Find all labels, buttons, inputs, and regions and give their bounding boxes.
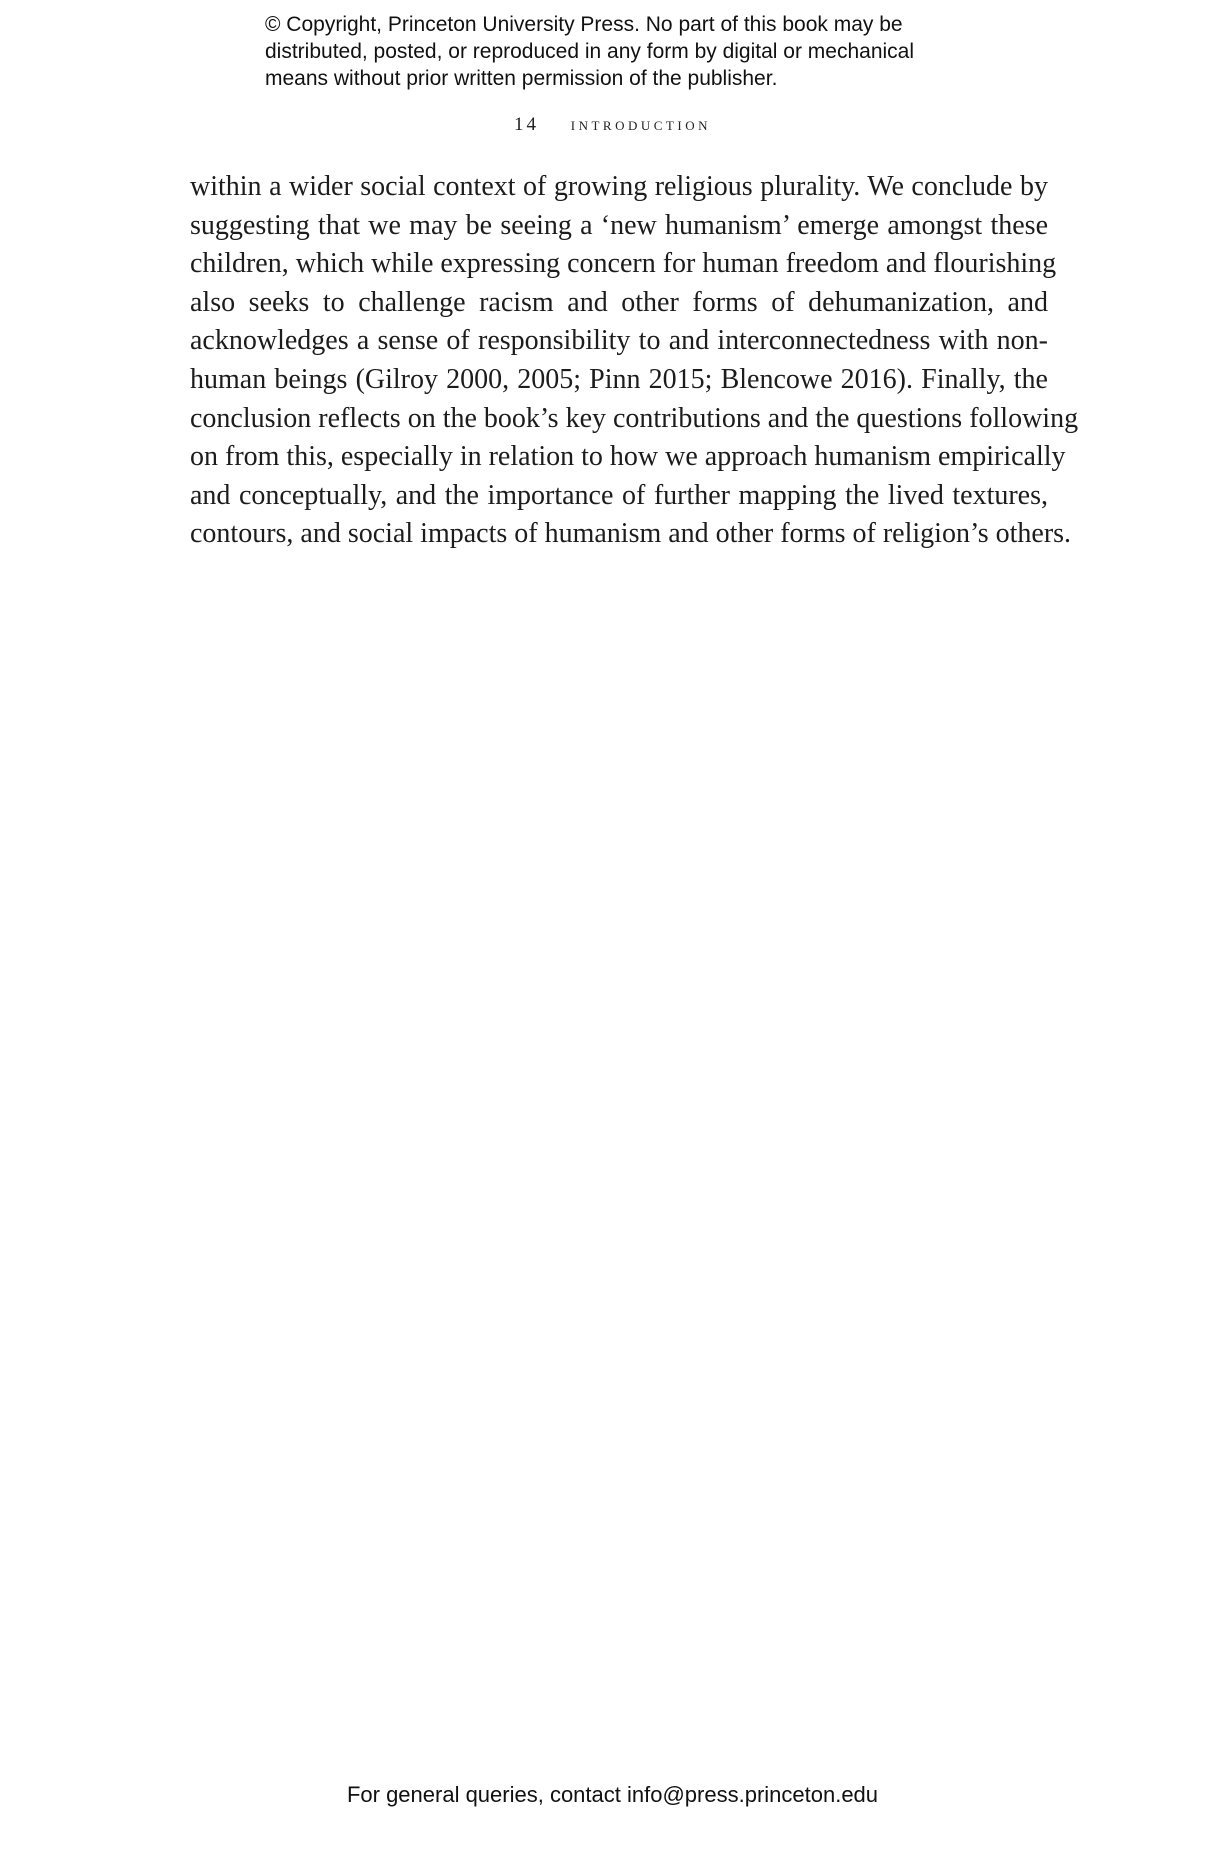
text-line: children, which while expressing concern for human freedom and flourishing [190, 248, 1057, 280]
text-line: acknowledges a sense of responsibility to and interconnectedness with non- [190, 325, 1048, 357]
copyright-line: © Copyright, Princeton University Press. No part of this book may be [265, 13, 903, 36]
text-line: also seeks to challenge racism and other forms of dehumanization, and [190, 286, 1048, 318]
text-line: suggesting that we may be seeing a ‘new humanism’ emerge amongst these [190, 209, 1048, 241]
copyright-line: distributed, posted, or reproduced in any form by digital or mechanical [265, 40, 915, 63]
section-title: introduction [570, 114, 711, 135]
text-line: conclusion reflects on the book’s key contributions and the questions following [190, 402, 1079, 434]
body-paragraph [190, 168, 1079, 554]
page-number: 14 [514, 114, 540, 135]
text-line: within a wider social context of growing religious plurality. We conclude by [190, 171, 1048, 202]
footer-contact: For general queries, contact info@press.princeton.edu [346, 1782, 879, 1807]
text-line: human beings (Gilroy 2000, 2005; Pinn 2015; Blencowe 2016). Finally, the [190, 363, 1048, 395]
text-line: and conceptually, and the importance of further mapping the lived textures, [190, 479, 1048, 511]
copyright-line: means without prior written permission of the publisher. [265, 67, 778, 90]
text-line: contours, and social impacts of humanism and other forms of religion’s others. [190, 518, 1072, 550]
text-line: on from this, especially in relation to how we approach humanism empirically [190, 441, 1066, 473]
running-head [0, 114, 1225, 136]
copyright-notice [265, 11, 985, 92]
